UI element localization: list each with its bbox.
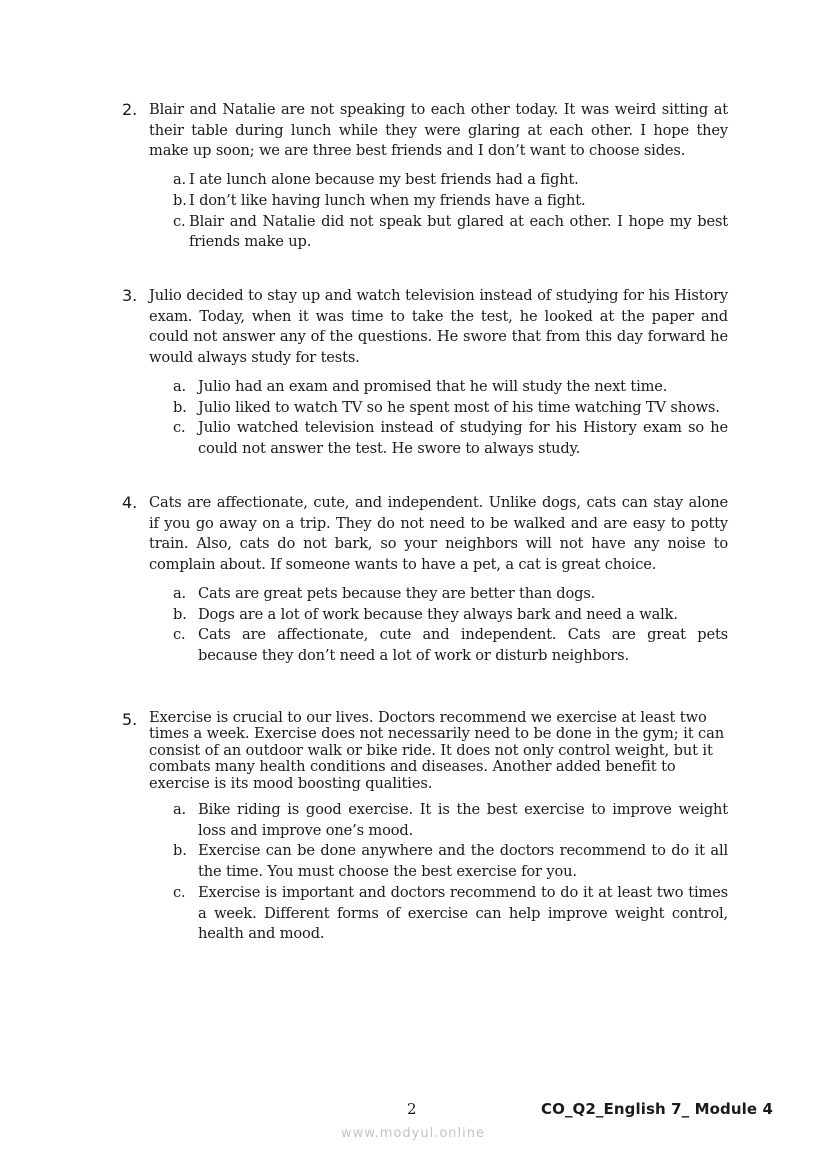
- options-list: [173, 377, 728, 460]
- option-letter: c.: [173, 212, 186, 230]
- option-c: [173, 418, 728, 459]
- option-text: I ate lunch alone because my best friends had a fight.: [189, 171, 579, 189]
- option-text: Julio watched television instead of studying for his History exam so he could not answer the test. He swore to always study.: [198, 419, 728, 457]
- options-list: [173, 800, 728, 945]
- option-c: [173, 883, 728, 945]
- option-b: [173, 841, 728, 882]
- option-text: Cats are great pets because they are better than dogs.: [198, 584, 596, 602]
- option-a: [173, 377, 728, 398]
- option-letter: a.: [173, 801, 187, 819]
- option-b: [173, 398, 728, 419]
- option-a: [173, 170, 728, 191]
- option-text: Cats are affectionate, cute and independent. Cats are great pets because they don’t need a lot of work or disturb neighbors.: [198, 626, 728, 664]
- question-3: [122, 286, 728, 460]
- question-text: Exercise is crucial to our lives. Doctors recommend we exercise at least two times a week. Exercise does not necessarily need to be done in the gym; it can consist of an outdoor walk or bike ride. It does not only control weight, but it combats many health conditions and diseases. Another added benefit to exercise is its mood boosting qualities.: [149, 709, 724, 792]
- option-text: Blair and Natalie did not speak but glared at each other. I hope my best friends make up.: [189, 212, 728, 251]
- question-number: 2.: [122, 100, 138, 119]
- module-code: CO_Q2_English 7_ Module 4: [541, 1100, 774, 1118]
- option-letter: b.: [173, 398, 187, 416]
- option-text: Bike riding is good exercise. It is the best exercise to improve weight loss and improve one’s mood.: [198, 801, 728, 839]
- option-letter: a.: [173, 584, 187, 602]
- option-text: Julio had an exam and promised that he will study the next time.: [198, 377, 668, 395]
- watermark: www.modyul.online: [340, 1126, 486, 1141]
- option-letter: c.: [173, 419, 186, 437]
- option-a: [173, 800, 728, 841]
- option-b: [173, 191, 728, 212]
- option-letter: b.: [173, 605, 187, 623]
- question-text: Blair and Natalie are not speaking to each other today. It was weird sitting at their table during lunch while they were glaring at each other. I hope they make up soon; we are three best friends and I don’t want to choose sides.: [149, 101, 728, 160]
- question-4: [122, 493, 728, 667]
- option-letter: a.: [173, 171, 187, 189]
- question-2: [122, 100, 728, 253]
- question-5: [122, 710, 728, 945]
- option-letter: b.: [173, 191, 187, 209]
- option-a: [173, 584, 728, 605]
- option-letter: b.: [173, 842, 187, 860]
- question-number: 3.: [122, 286, 138, 305]
- option-text: Exercise can be done anywhere and the doctors recommend to do it all the time. You must choose the best exercise for you.: [198, 842, 728, 881]
- option-letter: c.: [173, 626, 186, 644]
- option-text: Exercise is important and doctors recommend to do it at least two times a week. Different forms of exercise can help improve weight control, health and mood.: [198, 883, 728, 943]
- option-letter: a.: [173, 377, 187, 395]
- question-number: 4.: [122, 493, 138, 512]
- option-text: Julio liked to watch TV so he spent most of his time watching TV shows.: [198, 398, 720, 416]
- question-number: 5.: [122, 710, 138, 729]
- option-text: I don’t like having lunch when my friends have a fight.: [189, 191, 586, 209]
- options-list: [173, 170, 728, 253]
- question-text: Julio decided to stay up and watch television instead of studying for his History exam. Today, when it was time to take the test, he looked at the paper and could not answer any of the questions. He swore that from this day forward he would always study for tests.: [149, 287, 728, 367]
- option-c: [173, 212, 728, 253]
- option-c: [173, 625, 728, 666]
- option-text: Dogs are a lot of work because they always bark and need a walk.: [198, 605, 678, 623]
- page-number: 2: [407, 1100, 417, 1118]
- question-text: Cats are affectionate, cute, and independent. Unlike dogs, cats can stay alone if you go away on a trip. They do not need to be walked and are easy to potty train. Also, cats do not bark, so your neighbors will not have any noise to complain about. If someone wants to have a pet, a cat is great choice.: [149, 494, 728, 574]
- options-list: [173, 584, 728, 667]
- option-b: [173, 605, 728, 626]
- option-letter: c.: [173, 883, 186, 901]
